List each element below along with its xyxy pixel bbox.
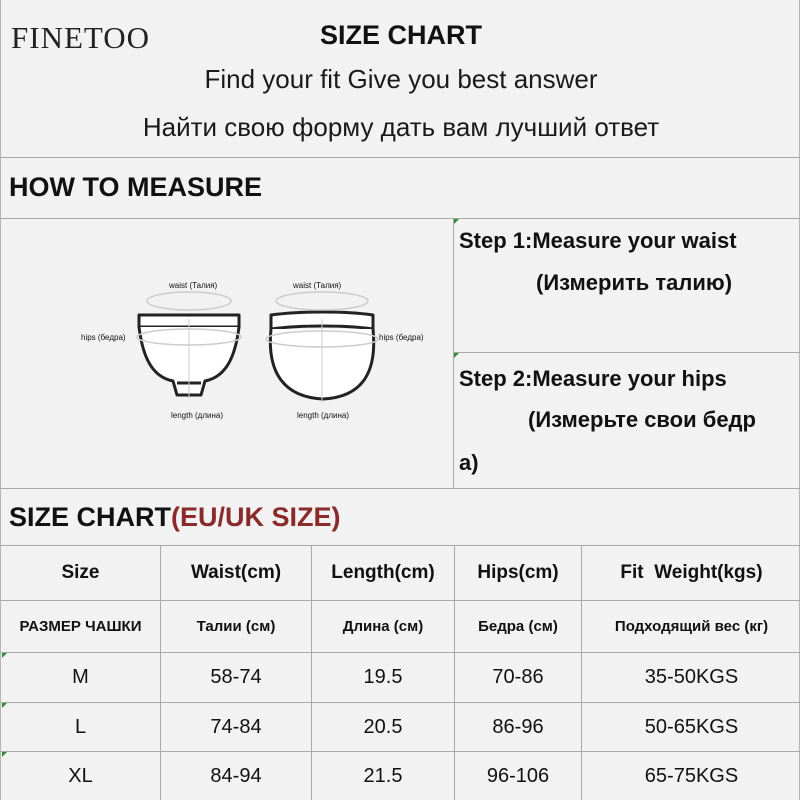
- table-cell-size: XL: [68, 764, 93, 787]
- table-cell-weight: 50-65KGS: [644, 715, 739, 738]
- column-header-waist: Waist(cm): [190, 562, 282, 583]
- step2-text-ru: (Измерьте свои бедр: [528, 407, 756, 432]
- column-subheader-size: РАЗМЕР ЧАШКИ: [19, 618, 142, 635]
- size-chart-heading-text: SIZE CHART: [9, 502, 171, 532]
- table-cell-size: M: [72, 666, 89, 688]
- corner-mark: [454, 219, 459, 224]
- table-cell-weight: 65-75KGS: [644, 764, 739, 787]
- hips-label: hips (бедра): [81, 333, 126, 342]
- size-chart-heading: [9, 502, 341, 533]
- table-cell-weight: 35-50KGS: [644, 666, 739, 688]
- divider: [1, 488, 800, 489]
- column-subheader-waist: Талии (см): [196, 618, 276, 635]
- column-header-weight: Fit Weight(kgs): [620, 562, 763, 583]
- table-cell-length: 19.5: [363, 666, 403, 688]
- corner-mark: [454, 353, 459, 358]
- table-cell-hips: 96-106: [486, 764, 550, 787]
- table-cell-hips: 70-86: [492, 666, 544, 688]
- divider: [1, 157, 800, 158]
- table-cell-waist: 84-94: [210, 764, 262, 787]
- tagline-ru: Найти свою форму дать вам лучший ответ: [142, 112, 660, 142]
- page-title: SIZE CHART: [320, 20, 482, 50]
- step2-text: Step 2:Measure your hips: [459, 366, 727, 391]
- underwear-diagram-image: [1, 219, 453, 487]
- tagline-en: Find your fit Give you best answer: [204, 64, 598, 94]
- step1-text: Step 1:Measure your waist: [459, 228, 737, 253]
- hips-label: hips (бедра): [379, 333, 424, 342]
- table-cell-length: 20.5: [363, 715, 403, 738]
- size-chart-heading-accent: (EU/UK SIZE): [171, 502, 341, 532]
- column-subheader-hips: Бедра (см): [478, 618, 558, 635]
- how-to-measure-heading: HOW TO MEASURE: [9, 172, 263, 202]
- waist-ring: [276, 292, 368, 310]
- column-subheader-length: Длина (см): [342, 618, 424, 635]
- column-header-length: Length(cm): [331, 562, 435, 583]
- column-header-size: Size: [61, 562, 100, 583]
- brand-logo: FINETOO: [11, 20, 151, 55]
- divider: [453, 352, 800, 353]
- step1-text-ru: (Измерить талию): [536, 270, 733, 295]
- step2-text-ru-cont: а): [459, 450, 479, 475]
- column-header-hips: Hips(cm): [477, 562, 559, 583]
- table-cell-waist: 58-74: [210, 666, 262, 688]
- column-subheader-weight: Подходящий вес (кг): [614, 618, 769, 635]
- waist-ring: [147, 292, 231, 310]
- table-cell-waist: 74-84: [210, 715, 262, 738]
- measure-diagram: [1, 219, 453, 487]
- length-label: length (длина): [297, 411, 350, 420]
- length-label: length (длина): [171, 411, 224, 420]
- table-cell-length: 21.5: [363, 764, 403, 787]
- table-cell-size: L: [74, 715, 87, 738]
- waist-label: waist (Талия): [169, 281, 218, 290]
- waist-label: waist (Талия): [293, 281, 342, 290]
- table-cell-hips: 86-96: [492, 715, 544, 738]
